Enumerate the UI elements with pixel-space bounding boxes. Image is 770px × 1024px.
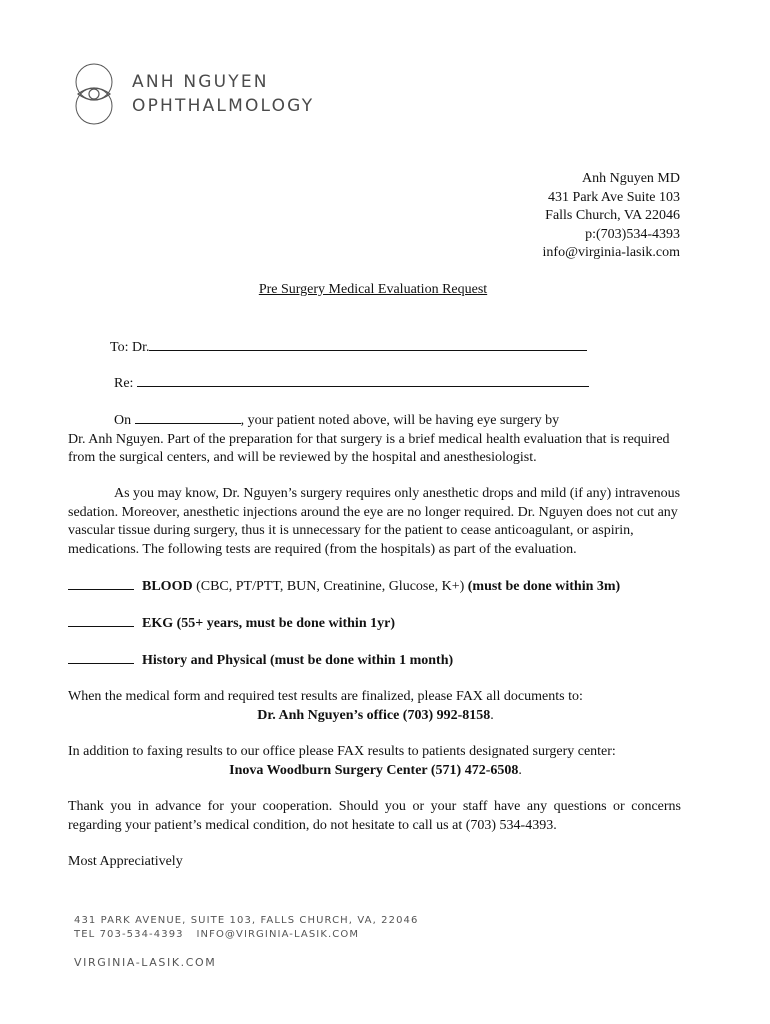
sedation-paragraph: As you may know, Dr. Nguyen’s surgery requires only anesthetic drops and mild (if any) intravenous sedation. Moreover, anesthetic injections around the eye are no longer required. Dr. Nguyen does not cut any vascular tissue during surgery, thus it is unnecessary for the patient to cease anticoagulant, or aspirin, medications. The following tests are required (from the hospitals) as part of the evaluation. <box>68 486 681 557</box>
fax-center-text: In addition to faxing results to our office please FAX results to patients designated surgery center: <box>68 744 616 759</box>
to-blank-field[interactable] <box>149 338 587 351</box>
footer-address: 431 PARK AVENUE, SUITE 103, FALLS CHURCH, VA, 22046 <box>74 915 419 926</box>
date-blank-field[interactable] <box>135 411 241 424</box>
sender-city: Falls Church, VA 22046 <box>545 208 680 223</box>
blood-note: (must be done within 3m) <box>467 579 621 594</box>
re-blank-field[interactable] <box>137 374 589 387</box>
logo-line-1: ANH NGUYEN <box>132 72 269 92</box>
to-label: To: Dr. <box>110 340 150 355</box>
blood-label: BLOOD <box>142 579 193 594</box>
page-title: Pre Surgery Medical Evaluation Request <box>258 282 488 297</box>
intro-paragraph <box>68 411 683 468</box>
ekg-check-blank[interactable] <box>68 614 134 627</box>
sender-email: info@virginia-lasik.com <box>542 245 680 260</box>
hp-label: History and Physical (must be done within 1 month) <box>142 653 454 668</box>
fax-office-text: When the medical form and required test results are finalized, please FAX all documents to: <box>68 689 583 704</box>
sender-address-block <box>543 170 680 263</box>
hp-check-blank[interactable] <box>68 651 134 664</box>
re-label: Re: <box>114 376 134 391</box>
intro-rest: Dr. Anh Nguyen. Part of the preparation for that surgery is a brief medical health evaluation that is required from the surgical centers, and will be reviewed by the hospital and anesthesiologist. <box>68 431 670 465</box>
footer <box>74 914 418 970</box>
re-line <box>114 374 594 394</box>
blood-detail: (CBC, PT/PTT, BUN, Creatinine, Glucose, K+) <box>192 579 468 594</box>
intro-first-line: , your patient noted above, will be having eye surgery by <box>240 413 560 428</box>
footer-email[interactable]: INFO@VIRGINIA-LASIK.COM <box>196 929 360 940</box>
on-label: On <box>114 413 132 428</box>
footer-website[interactable]: VIRGINIA-LASIK.COM <box>74 956 217 969</box>
sender-phone: p:(703)534-4393 <box>585 226 680 242</box>
ekg-label: EKG (55+ years, must be done within 1yr) <box>142 616 395 631</box>
fax-office-number: Dr. Anh Nguyen’s office (703) 992-8158 <box>257 707 491 723</box>
test-history-physical <box>68 651 683 671</box>
sender-street: 431 Park Ave Suite 103 <box>548 189 680 205</box>
fax-center-paragraph: In addition to faxing results to our office please FAX results to patients designated surgery center: Inova Woodburn Surgery Center (571) 472-6508. <box>68 743 683 780</box>
blood-check-blank[interactable] <box>68 577 134 590</box>
practice-logo <box>74 62 374 128</box>
test-ekg <box>68 614 683 634</box>
test-blood <box>68 577 683 597</box>
eye-logo-icon <box>74 62 126 128</box>
logo-text <box>132 70 314 118</box>
sender-name: Anh Nguyen MD <box>582 171 680 186</box>
logo-line-2: OPHTHALMOLOGY <box>132 96 315 116</box>
fax-office-paragraph: When the medical form and required test results are finalized, please FAX all documents to: Dr. Anh Nguyen’s office (703) 992-8158. <box>68 688 683 725</box>
closing-line: Most Appreciatively <box>68 854 183 869</box>
fax-center-number: Inova Woodburn Surgery Center (571) 472-6508 <box>229 762 519 778</box>
footer-tel: TEL 703-534-4393 <box>74 929 184 940</box>
to-line <box>110 338 590 358</box>
thanks-paragraph: Thank you in advance for your cooperation. Should you or your staff have any questions or concerns regarding your patient’s medical condition, do not hesitate to call us at (703) 534-4393. <box>68 799 681 833</box>
